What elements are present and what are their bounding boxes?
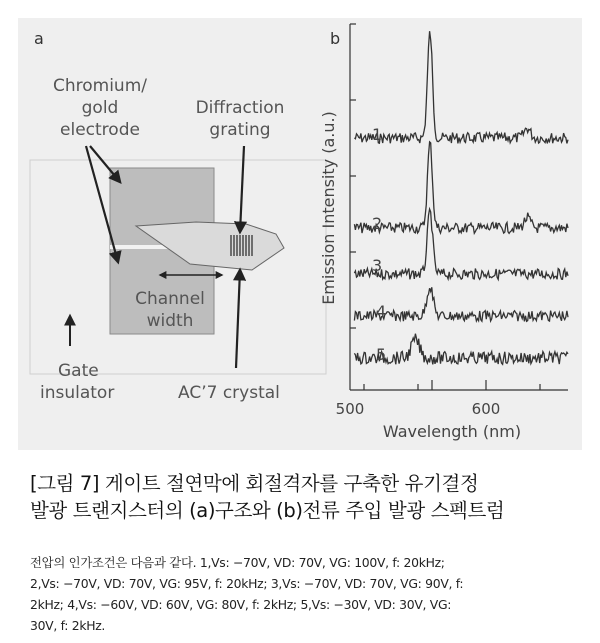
spectrum-line-5	[354, 334, 568, 365]
caption-note-line-2: 2,Vs: −70V, VD: 70V, VG: 95V, f: 20kHz; 3,Vs: −70V, VD: 70V, VG: 90V, f:	[30, 576, 464, 591]
svg-text:grating: grating	[209, 120, 271, 140]
figure-panel	[18, 18, 582, 450]
panel-a-label: a	[34, 29, 44, 48]
curve-label-3: 3	[372, 256, 383, 275]
electrode-label	[53, 76, 147, 140]
spectrum-line-3	[354, 209, 568, 279]
x-tick-600: 600	[471, 400, 501, 418]
spectrum-line-2	[354, 142, 568, 234]
svg-text:gold: gold	[81, 98, 119, 118]
curve-labels	[372, 125, 386, 364]
caption-note-line-3: 2kHz; 4,Vs: −60V, VD: 60V, VG: 80V, f: 2kHz; 5,Vs: −30V, VD: 30V, VG:	[30, 597, 452, 612]
caption-note-line-1: 전압의 인가조건은 다음과 같다. 1,Vs: −70V, VD: 70V, VG: 100V, f: 20kHz;	[30, 555, 445, 570]
svg-text:Chromium/: Chromium/	[52, 76, 148, 96]
crystal-label: AC’7 crystal	[178, 383, 280, 403]
spectra-group	[354, 31, 568, 364]
gate-label	[40, 361, 114, 403]
svg-text:insulator: insulator	[40, 383, 115, 403]
x-tick-500: 500	[335, 400, 365, 418]
figure-svg	[18, 18, 582, 450]
curve-label-1: 1	[372, 125, 383, 144]
crystal-arrow	[236, 270, 240, 368]
x-axis-label: Wavelength (nm)	[382, 422, 522, 441]
svg-text:Gate: Gate	[58, 361, 99, 381]
y-axis-label: Emission Intensity (a.u.)	[319, 111, 338, 305]
grating-arrow	[240, 146, 244, 232]
svg-text:Channel: Channel	[135, 289, 205, 309]
spectrum-axes	[350, 24, 568, 390]
spectrum-line-1	[354, 31, 568, 143]
caption-title-line-1: [그림 7] 게이트 절연막에 회절격자를 구축한 유기결정	[30, 472, 479, 495]
svg-text:electrode: electrode	[60, 120, 140, 140]
curve-label-4: 4	[376, 302, 387, 321]
grating-label	[196, 98, 285, 140]
figure-caption-title	[30, 470, 590, 524]
curve-label-2: 2	[372, 214, 383, 233]
figure-caption-note	[30, 552, 582, 636]
svg-text:Diffraction: Diffraction	[195, 98, 285, 118]
panel-b-label: b	[330, 29, 341, 48]
caption-title-line-2: 발광 트랜지스터의 (a)구조와 (b)전류 주입 발광 스펙트럼	[30, 499, 505, 522]
svg-text:width: width	[146, 311, 194, 331]
spectrum-line-4	[354, 287, 568, 321]
curve-label-5: 5	[376, 345, 387, 364]
caption-note-line-4: 30V, f: 2kHz.	[30, 618, 106, 633]
